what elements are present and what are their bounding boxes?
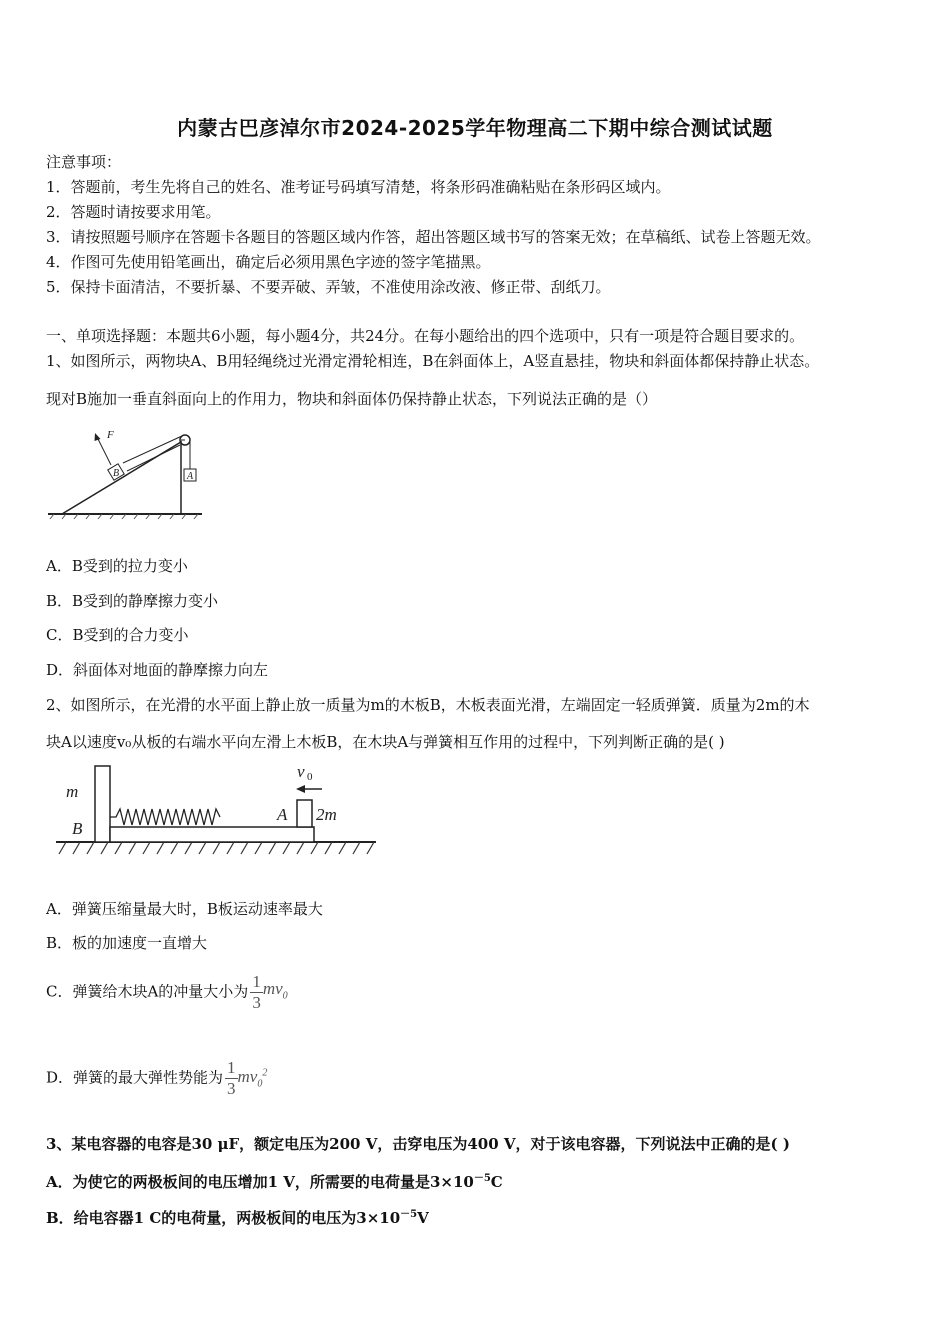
- velocity-subscript: 0: [307, 771, 313, 783]
- mass-a-label: 2m: [316, 805, 337, 824]
- q2-option-d-text: D．弹簧的最大弹性势能为: [46, 1068, 224, 1087]
- q2-option-c: [46, 968, 288, 1017]
- q1-option-d: D．斜面体对地面的静摩擦力向左: [46, 661, 269, 679]
- notice-item: 4．作图可先使用铅笔画出，确定后必须用黑色字迹的签字笔描黑。: [46, 253, 491, 271]
- q2-figure: [54, 760, 379, 860]
- expression: $mv_0^2$: [237, 1066, 268, 1090]
- block-a-label: A: [187, 471, 194, 482]
- board-label: B: [72, 819, 83, 838]
- q1-figure: [44, 420, 209, 522]
- notice-item: 1．答题前，考生先将自己的姓名、准考证号码填写清楚，将条形码准确粘贴在条形码区域内。: [46, 178, 671, 196]
- q1-stem-line2: 现对B施加一垂直斜面向上的作用力，物块和斜面体仍保持静止状态，下列说法正确的是（）: [46, 390, 658, 408]
- q2-option-a: A．弹簧压缩量最大时，B板运动速率最大: [46, 900, 323, 918]
- notice-heading: 注意事项：: [46, 153, 122, 171]
- notice-item: 3．请按照题号顺序在答题卡各题目的答题区域内作答，超出答题区域书写的答案无效；在草稿纸、试卷上答题无效。: [46, 228, 821, 246]
- section-heading: 一、单项选择题：本题共6小题，每小题4分，共24分。在每小题给出的四个选项中，只有一项是符合题目要求的。: [46, 327, 805, 345]
- spring: [110, 809, 220, 825]
- block-b-label: B: [113, 468, 120, 479]
- page-title: 内蒙古巴彦淖尔市2024-2025学年物理高二下期中综合测试试题: [177, 116, 773, 140]
- notice-item: 2．答题时请按要求用笔。: [46, 203, 221, 221]
- q1-stem-line1: 1、如图所示，两物块A、B用轻绳绕过光滑定滑轮相连，B在斜面体上，A竖直悬挂，物块和斜面体都保持静止状态。: [46, 352, 820, 370]
- q2-stem-line1: 2、如图所示，在光滑的水平面上静止放一质量为m的木板B，木板表面光滑，左端固定一轻质弹簧．质量为2m的木: [46, 696, 810, 714]
- board: [110, 827, 314, 842]
- fraction: $\frac{1}{3}$: [227, 1058, 236, 1099]
- expression: $mv_0$: [262, 979, 288, 1002]
- q3-stem: 3、某电容器的电容是30 μF，额定电压为200 V，击穿电压为400 V，对于该电容器，下列说法中正确的是( ): [46, 1135, 790, 1153]
- force-label: F: [107, 429, 114, 441]
- q2-option-c-text: C．弹簧给木块A的冲量大小为: [46, 982, 249, 1001]
- q1-option-a: A．B受到的拉力变小: [46, 557, 188, 575]
- floor-hatch: [59, 842, 374, 854]
- q3-option-b: B．给电容器1 C的电荷量，两极板间的电压为$3\times 10^{-5}V$: [46, 1209, 429, 1227]
- board-wall: [95, 766, 110, 842]
- force-arrow: [97, 437, 111, 465]
- block-label: A: [277, 805, 288, 824]
- block-a: [297, 800, 312, 827]
- q2-stem-line2: 块A以速度v₀从板的右端水平向左滑上木板B，在木块A与弹簧相互作用的过程中，下列判断正确的是( ): [46, 733, 725, 751]
- q2-option-b: B．板的加速度一直增大: [46, 934, 208, 952]
- q2-option-d: [46, 1052, 267, 1105]
- velocity-label: v: [297, 762, 305, 781]
- notice-item: 5．保持卡面清洁，不要折暴、不要弄破、弄皱，不准使用涂改液、修正带、刮纸刀。: [46, 278, 611, 296]
- q3-option-a: A．为使它的两极板间的电压增加1 V，所需要的电荷量是$3\times 10^{-5}C$: [46, 1173, 503, 1191]
- fraction: $\frac{1}{3}$: [252, 972, 261, 1013]
- mass-b-label: m: [66, 782, 79, 801]
- q1-option-c: C．B受到的合力变小: [46, 626, 189, 644]
- q1-option-b: B．B受到的静摩擦力变小: [46, 592, 219, 610]
